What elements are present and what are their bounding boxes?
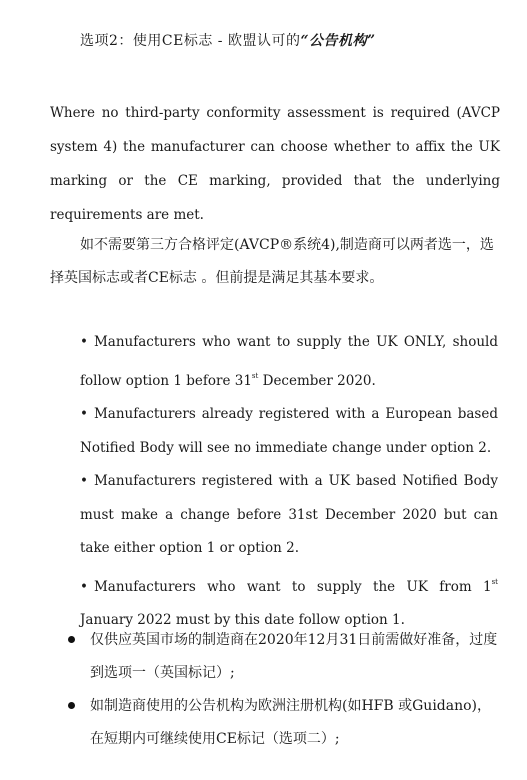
bullet-text: December 2020. [258, 372, 376, 389]
option-2-heading [80, 30, 376, 50]
chinese-bullet-text: 如制造商使用的公告机构为欧洲注册机构(如HFB 或Guidano)，在短期内可继续使用CE标记（选项二）; [90, 698, 492, 747]
bullet-dot: • [80, 578, 88, 595]
chinese-bullet-list [62, 624, 502, 756]
bullet-uk-only [80, 326, 498, 398]
bullet-dot-icon [68, 636, 75, 643]
chinese-bullet-text: 仅供应英国市场的制造商在2020年12月31日前需做好准备，过度到选项一（英国标记）; [90, 632, 498, 681]
superscript: st [251, 371, 259, 380]
chinese-paragraph: 如不需要第三方合格评定(AVCP®系统4),制造商可以两者选一，选择英国标志或者CE标志 。但前提是满足其基本要求。 [50, 237, 494, 286]
english-paragraph: Where no third-party conformity assessment is required (AVCP system 4) the manufacturer can choose whether to affix the UK marking or the CE marking, provided that the underlying requirements are met. [50, 105, 500, 223]
heading-prefix: 选项2：使用CE标志 - 欧盟认可的 [80, 33, 301, 49]
english-bullet-list [80, 326, 498, 638]
bullet-text: Manufacturers who want to supply the UK from 1 [93, 578, 492, 595]
chinese-bullet-item [62, 624, 502, 690]
bullet-text: Manufacturers registered with a UK based Notified Body must make a change before 31st December 2020 but can take either option 1 or option 2. [80, 473, 498, 556]
heading-emphasis: “公告机构” [300, 33, 376, 49]
bullet-text: Manufacturers who want to supply the UK ONLY, should follow option 1 before 31 [80, 334, 498, 389]
bullet-dot-icon [68, 702, 75, 709]
superscript: st [491, 577, 498, 586]
bullet-eu-notified-body [80, 398, 498, 465]
bullet-dot: • [80, 334, 88, 350]
bullet-dot: • [80, 406, 88, 422]
chinese-bullet-item [62, 690, 502, 756]
bullet-uk-notified-body [80, 465, 498, 566]
bullet-text: Manufacturers already registered with a European based Notified Body will see no immediate change under option 2. [80, 406, 498, 456]
bullet-text: January 2022 must by this date follow option 1. [80, 612, 405, 628]
bullet-dot: • [80, 473, 88, 489]
